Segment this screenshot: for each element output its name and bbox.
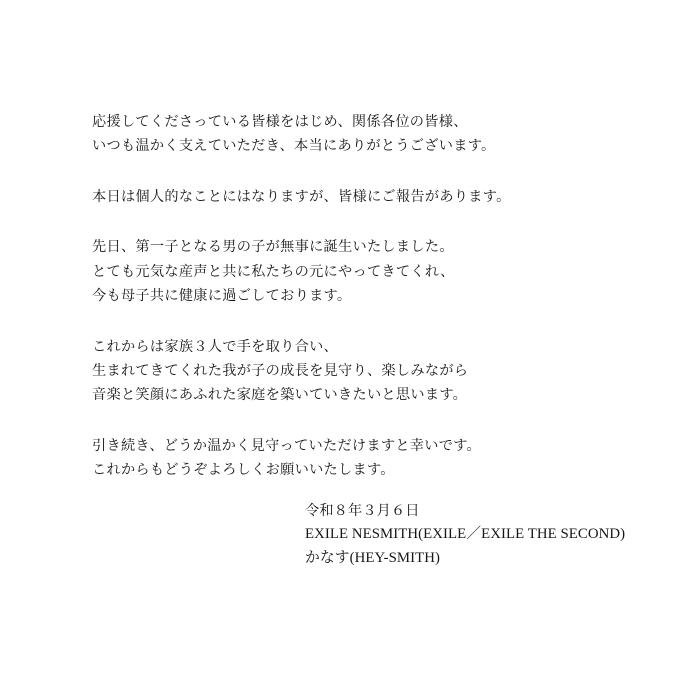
paragraph-1-line-2: いつも温かく支えていただき、本当にありがとうございます。 — [92, 138, 496, 155]
paragraph-3 — [92, 235, 612, 308]
paragraph-5-line-1: 引き続き、どうか温かく見守っていただけますと幸いです。 — [92, 437, 482, 454]
paragraph-2 — [92, 185, 612, 209]
signature-block — [305, 500, 645, 571]
paragraph-4 — [92, 335, 612, 408]
signature-name-secondary: かなす(HEY-SMITH) — [305, 549, 441, 566]
paragraph-1 — [92, 110, 612, 159]
paragraph-4-line-2: 生まれてきてくれた我が子の成長を見守り、楽しみながら — [92, 362, 469, 379]
paragraph-3-line-2: とても元気な産声と共に私たちの元にやってきてくれ、 — [92, 263, 455, 280]
paragraph-3-line-1: 先日、第一子となる男の子が無事に誕生いたしました。 — [92, 239, 454, 256]
paragraph-5-line-2: これからもどうぞよろしくお願いいたします。 — [92, 462, 395, 479]
signature-name-primary: EXILE NESMITH(EXILE／EXILE THE SECOND) — [305, 526, 626, 542]
paragraph-4-line-1: これからは家族３人で手を取り合い、 — [92, 338, 339, 355]
paragraph-5 — [92, 434, 612, 483]
signature-date: 令和８年３月６日 — [305, 503, 420, 519]
paragraph-2-line-1: 本日は個人的なことにはなりますが、皆様にご報告があります。 — [92, 188, 511, 205]
paragraph-3-line-3: 今も母子共に健康に過ごしております。 — [92, 288, 352, 305]
paragraph-4-line-3: 音楽と笑顔にあふれた家庭を築いていきたいと思います。 — [92, 387, 468, 404]
statement-body — [92, 110, 612, 483]
paragraph-1-line-1: 応援してくださっている皆様をはじめ、関係各位の皆様、 — [92, 114, 468, 130]
